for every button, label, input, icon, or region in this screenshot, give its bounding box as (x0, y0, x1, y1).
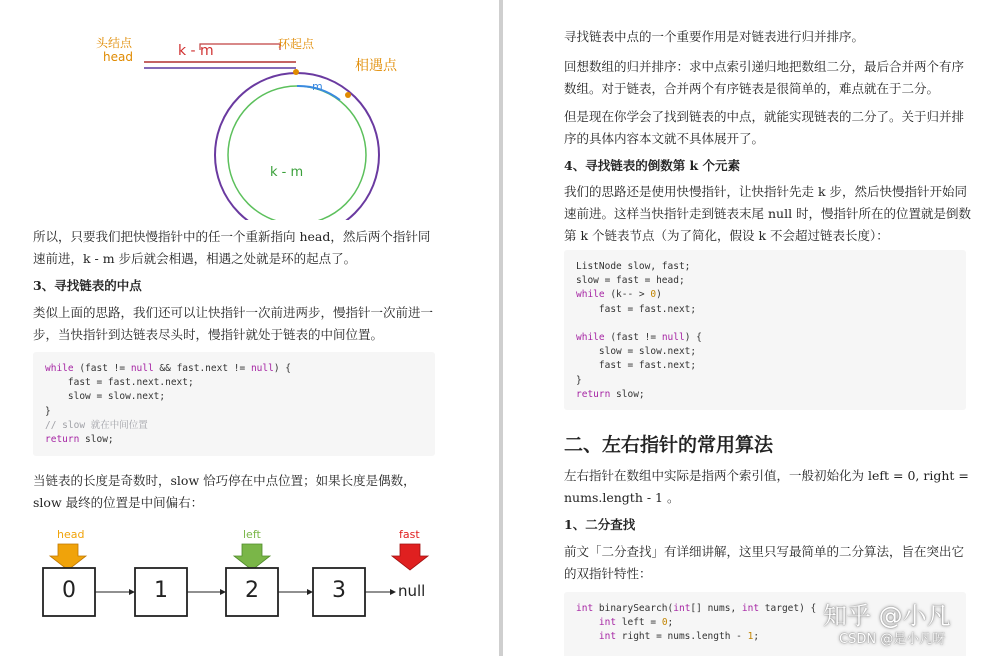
cycle-outer-circle (215, 73, 379, 220)
label-m: m (312, 80, 323, 93)
watermark-zhihu: 知乎 @小凡 (823, 602, 951, 630)
code-token: ; (753, 631, 760, 643)
code-token: 1 (747, 631, 754, 643)
node-value: 0 (62, 578, 76, 603)
left-arrow-icon (234, 544, 270, 570)
code-token: target) { (759, 603, 817, 614)
pointer-label-fast: fast (399, 528, 420, 541)
code-token: while (45, 363, 74, 374)
code-line: fast = fast.next; (576, 303, 697, 315)
code-token: 0 (661, 617, 668, 629)
null-label: null (398, 582, 426, 600)
paragraph: 回想数组的归并排序：求中点索引递归地把数组二分，最后合并两个有序数组。对于链表，合并两个有序链表是很简单的，难点就在于二分。 (564, 59, 965, 96)
section-heading: 3、寻找链表的中点 (33, 278, 142, 293)
label-head-en: head (103, 50, 133, 64)
code-token: (k-- > (604, 289, 651, 301)
section-heading: 4、寻找链表的倒数第 k 个元素 (564, 158, 741, 173)
cycle-inner-circle (228, 86, 366, 220)
node-value: 3 (332, 578, 346, 603)
meet-point-dot (345, 92, 351, 98)
paragraph: 但是现在你学会了找到链表的中点，就能实现链表的二分了。关于归并排序的具体内容本文就不具体展开了。 (564, 109, 965, 146)
paragraph: 所以，只要我们把快慢指针中的任一个重新指向 head，然后两个指针同速前进，k - m 步后就会相遇，相遇之处就是环的起点了。 (33, 229, 431, 266)
code-token: while (576, 331, 605, 343)
code-line: } (45, 405, 51, 417)
watermark-csdn: CSDN @是小凡呀 (839, 632, 946, 647)
paragraph: 类似上面的思路，我们还可以让快指针一次前进两步，慢指针一次前进一步，当快指针到达链表尽头时，慢指针就处于链表的中间位置。 (33, 305, 434, 342)
pointer-label-left: left (243, 528, 261, 541)
code-token: left = (616, 617, 662, 629)
paragraph: 左右指针在数组中实际是指两个索引值，一般初始化为 left = 0, right = nums.length - 1 。 (564, 468, 969, 505)
code-line: } (576, 374, 582, 386)
code-token: null (250, 363, 274, 374)
code-token: int (576, 603, 594, 614)
code-line-blank (576, 317, 702, 331)
code-comment: // slow 就在中间位置 (45, 419, 148, 431)
left-page (0, 0, 499, 656)
code-token: (fast != (604, 331, 662, 343)
code-block (564, 250, 966, 410)
node-value: 2 (245, 578, 259, 603)
code-token: return (576, 388, 611, 400)
code-token: right = nums.length - (616, 631, 748, 643)
head-arrow-icon (50, 544, 86, 570)
node-value: 1 (154, 578, 168, 603)
label-k-minus-m-top: k - m (178, 43, 214, 59)
code-token: ) (656, 289, 662, 301)
code-token: [] nums, (690, 603, 742, 614)
code-token: null (130, 363, 154, 374)
code-token: int (673, 603, 691, 614)
code-line: fast = fast.next.next; (45, 377, 194, 389)
code-line: ListNode slow, fast; (576, 261, 691, 272)
code-token: ; (667, 617, 674, 629)
label-meet-point: 相遇点 (355, 58, 397, 74)
code-token: null (661, 331, 685, 343)
label-head-cn: 头结点 (96, 36, 133, 50)
cycle-start-dot (293, 69, 299, 75)
label-cycle-start: 环起点 (278, 37, 315, 51)
code-token: while (576, 289, 605, 301)
paragraph: 我们的思路还是使用快慢指针，让快指针先走 k 步，然后快慢指针开始同速前进。这样当快指针走到链表末尾 null 时，慢指针所在的位置就是倒数第 k 个链表节点（为了简化，假设 k 不会超过链表长度）： (564, 184, 972, 243)
code-line: slow = fast = head; (576, 275, 685, 287)
paragraph: 当链表的长度是奇数时，slow 恰巧停在中点位置；如果长度是偶数，slow 最终的位置是中间偏右： (33, 473, 416, 510)
code-token: int (741, 603, 760, 614)
code-token: ) { (684, 331, 702, 343)
pointer-label-head: head (57, 528, 85, 541)
code-token: slow; (610, 388, 645, 400)
section-title: 二、左右指针的常用算法 (564, 434, 774, 456)
code-token: 0 (650, 289, 657, 301)
fast-arrow-icon (392, 544, 428, 570)
code-token: slow; (79, 433, 114, 445)
code-token: binarySearch( (593, 603, 674, 614)
code-token: return (45, 433, 80, 445)
section-heading: 1、二分查找 (564, 517, 636, 532)
code-line: slow = slow.next; (576, 346, 697, 358)
code-block (33, 352, 435, 456)
code-token: && fast.next != (153, 363, 251, 374)
arrowhead-icon (390, 589, 396, 595)
paragraph: 寻找链表中点的一个重要作用是对链表进行归并排序。 (564, 29, 865, 44)
code-token: ) { (273, 363, 291, 374)
code-line: slow = slow.next; (45, 391, 166, 403)
code-token: (fast != (73, 363, 131, 374)
code-token: int (576, 617, 617, 629)
code-token: int (576, 631, 617, 643)
right-page (503, 0, 1006, 656)
paragraph: 前文「二分查找」有详细讲解，这里只写最简单的二分算法，旨在突出它的双指针特性： (564, 544, 965, 581)
label-k-minus-m-circle: k - m (270, 165, 304, 180)
code-line: fast = fast.next; (576, 360, 697, 372)
